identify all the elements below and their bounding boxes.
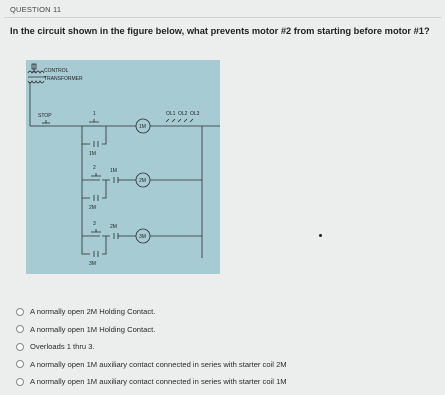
stop-label: STOP — [38, 113, 52, 119]
circuit-diagram — [26, 60, 220, 274]
coil-label-2m: 2M — [139, 178, 146, 184]
coil-label-1m: 1M — [139, 124, 146, 130]
holding-label-2m: 2M — [89, 205, 96, 211]
answer-options — [16, 303, 287, 391]
start-button-1 — [89, 119, 99, 122]
interlock-label-2m: 2M — [110, 224, 117, 230]
stray-dot — [319, 234, 322, 237]
start-label-1: 1 — [93, 111, 96, 117]
primary-winding — [28, 71, 44, 73]
circuit-svg — [26, 60, 220, 274]
overload-label-1: OL1 — [166, 111, 176, 117]
answer-text: A normally open 1M auxiliary contact connected in series with starter coil 2M — [30, 359, 287, 369]
radio-button[interactable] — [16, 325, 24, 333]
question-number: QUESTION 11 — [10, 5, 62, 14]
rung-2 — [82, 173, 136, 183]
answer-option[interactable] — [16, 303, 287, 321]
transformer-label-2: TRANSFORMER — [44, 76, 83, 82]
answer-option[interactable] — [16, 321, 287, 339]
radio-button[interactable] — [16, 308, 24, 316]
transformer-label-1: CONTROL — [44, 68, 69, 74]
answer-text: A normally open 2M Holding Contact. — [30, 307, 156, 317]
start-label-2: 2 — [93, 165, 96, 171]
overload-label-2: OL2 — [178, 111, 188, 117]
answer-text: A normally open 1M auxiliary contact connected in series with starter coil 1M — [30, 377, 287, 387]
start-label-3: 3 — [93, 221, 96, 227]
holding-contact-1m — [82, 126, 106, 147]
answer-text: Overloads 1 thru 3. — [30, 342, 95, 352]
holding-contact-2m — [82, 180, 106, 201]
answer-text: A normally open 1M Holding Contact. — [30, 324, 156, 334]
coil-label-3m: 3M — [139, 234, 146, 240]
question-text: In the circuit shown in the figure below, what prevents motor #2 from starting before motor #1? — [10, 26, 430, 36]
interlock-label-1m: 1M — [110, 168, 117, 174]
holding-label-1m: 1M — [89, 151, 96, 157]
holding-label-3m: 3M — [89, 261, 96, 267]
radio-button[interactable] — [16, 343, 24, 351]
answer-option[interactable] — [16, 356, 287, 374]
rung-3 — [82, 229, 136, 239]
divider — [4, 17, 441, 18]
overload-label-3: OL3 — [190, 111, 200, 117]
radio-button[interactable] — [16, 360, 24, 368]
answer-option[interactable] — [16, 373, 287, 391]
answer-option[interactable] — [16, 338, 287, 356]
holding-contact-3m — [82, 236, 106, 257]
radio-button[interactable] — [16, 378, 24, 386]
